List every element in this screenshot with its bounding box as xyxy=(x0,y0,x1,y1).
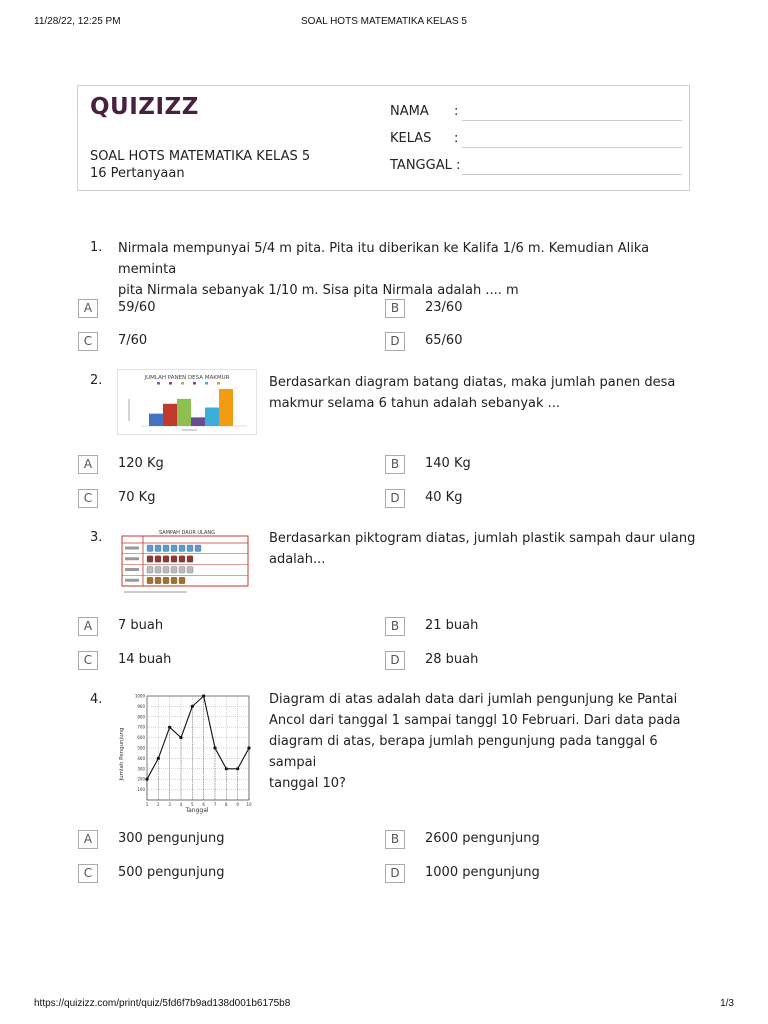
paper-icon xyxy=(163,567,169,574)
question-1-option-d[interactable] xyxy=(385,332,625,351)
class-label: KELAS xyxy=(390,131,432,146)
can-icon xyxy=(179,556,185,563)
bar-chart-title: JUMLAH PANEN DESA MAKMUR xyxy=(144,375,230,381)
line-chart-y-tick: 1000 xyxy=(134,693,145,699)
class-field xyxy=(390,131,682,149)
question-1-option-b[interactable] xyxy=(385,299,625,318)
can-icon xyxy=(155,556,161,563)
question-1-line-2: pita Nirmala sebanyak 1/10 m. Sisa pita Nirmala adalah .... m xyxy=(118,283,519,298)
option-text: 23/60 xyxy=(425,300,463,315)
option-text: 21 buah xyxy=(425,618,479,633)
bar-6 xyxy=(219,389,233,426)
line-chart-y-tick: 600 xyxy=(137,735,145,741)
question-3-option-a[interactable] xyxy=(78,617,318,636)
quizizz-logo: QUIZIZZ xyxy=(90,94,199,120)
option-letter: D xyxy=(385,864,405,883)
option-letter: D xyxy=(385,489,405,508)
line-chart-y-tick: 900 xyxy=(137,703,145,709)
pictogram-row-label-3 xyxy=(125,568,139,571)
bar-1 xyxy=(149,414,163,426)
legend-swatch-5 xyxy=(205,382,208,385)
bar-3 xyxy=(177,399,191,426)
option-letter: B xyxy=(385,299,405,318)
option-text: 59/60 xyxy=(118,300,156,315)
can-icon xyxy=(171,556,177,563)
line-chart-xlabel: Tanggal xyxy=(185,807,209,814)
question-4-text xyxy=(269,689,699,794)
print-datetime: 11/28/22, 12:25 PM xyxy=(34,16,121,27)
question-3-text xyxy=(269,528,699,570)
option-letter: A xyxy=(78,617,98,636)
question-3-line-1: Berdasarkan piktogram diatas, jumlah plastik sampah daur ulang xyxy=(269,531,696,546)
question-3-number: 3. xyxy=(90,530,103,545)
option-text: 2600 pengunjung xyxy=(425,831,540,846)
date-field xyxy=(390,158,682,176)
question-2-option-c[interactable] xyxy=(78,489,318,508)
question-4-number: 4. xyxy=(90,692,103,707)
question-3-option-b[interactable] xyxy=(385,617,625,636)
question-2-option-b[interactable] xyxy=(385,455,625,474)
line-chart-x-tick: 7 xyxy=(213,802,217,807)
legend-swatch-4 xyxy=(193,382,196,385)
pictogram-row-label-4 xyxy=(125,579,139,582)
bottle-icon xyxy=(187,545,193,552)
question-4-line-1: Diagram di atas adalah data dari jumlah pengunjung ke Pantai xyxy=(269,692,678,707)
pictogram-figure xyxy=(117,527,251,597)
question-2-number: 2. xyxy=(90,373,103,388)
paper-icon xyxy=(147,567,153,574)
line-chart-y-tick: 100 xyxy=(137,787,145,793)
question-4-line-3: diagram di atas, berapa jumlah pengunjung pada tanggal 6 sampai xyxy=(269,734,658,770)
print-title: SOAL HOTS MATEMATIKA KELAS 5 xyxy=(301,16,467,27)
option-text: 500 pengunjung xyxy=(118,865,225,880)
box-icon xyxy=(155,577,161,584)
legend-swatch-1 xyxy=(157,382,160,385)
question-2-option-d[interactable] xyxy=(385,489,625,508)
question-3-option-c[interactable] xyxy=(78,651,318,670)
option-letter: C xyxy=(78,651,98,670)
box-icon xyxy=(171,577,177,584)
bottle-icon xyxy=(195,545,201,552)
question-1-number: 1. xyxy=(90,240,103,255)
pictogram-title: SAMPAH DAUR ULANG xyxy=(159,530,215,536)
option-letter: B xyxy=(385,455,405,474)
box-icon xyxy=(179,577,185,584)
option-letter: B xyxy=(385,830,405,849)
line-chart-ylabel: Jumlah Pengunjung xyxy=(119,727,125,781)
class-colon: : xyxy=(454,131,459,146)
line-chart-y-tick: 300 xyxy=(137,766,145,772)
print-header xyxy=(34,16,734,30)
question-4-option-c[interactable] xyxy=(78,864,318,883)
question-4-option-d[interactable] xyxy=(385,864,625,883)
question-4-line-2: Ancol dari tanggal 1 sampai tanggl 10 Februari. Dari data pada xyxy=(269,713,681,728)
paper-icon xyxy=(187,567,193,574)
name-line xyxy=(462,120,682,121)
line-chart-x-tick: 6 xyxy=(202,802,205,807)
bottle-icon xyxy=(155,545,161,552)
line-chart-x-tick: 9 xyxy=(236,802,239,807)
line-chart-figure xyxy=(117,690,257,816)
line-chart-x-tick: 1 xyxy=(145,802,149,807)
bar-2 xyxy=(163,404,177,426)
bar-4 xyxy=(191,417,205,426)
line-chart-y-ticks xyxy=(135,694,146,793)
option-letter: D xyxy=(385,651,405,670)
line-chart-x-tick: 10 xyxy=(246,802,252,807)
bar-chart-svg xyxy=(117,369,257,435)
option-letter: C xyxy=(78,864,98,883)
line-chart-x-tick: 8 xyxy=(225,802,228,807)
line-chart-y-tick: 700 xyxy=(137,724,145,730)
print-url[interactable]: https://quizizz.com/print/quiz/5fd6f7b9ad138d001b6175b8 xyxy=(34,998,291,1009)
pictogram-row-label-2 xyxy=(125,557,139,560)
question-4-option-a[interactable] xyxy=(78,830,318,849)
date-line xyxy=(462,174,682,175)
pictogram-svg xyxy=(117,527,251,597)
line-chart-y-tick: 800 xyxy=(137,714,145,720)
option-text: 28 buah xyxy=(425,652,479,667)
option-text: 1000 pengunjung xyxy=(425,865,540,880)
question-3-line-2: adalah... xyxy=(269,552,326,567)
question-2-line-1: Berdasarkan diagram batang diatas, maka jumlah panen desa xyxy=(269,375,676,390)
question-4-option-b[interactable] xyxy=(385,830,625,849)
option-text: 14 buah xyxy=(118,652,172,667)
question-2-line-2: makmur selama 6 tahun adalah sebanyak ... xyxy=(269,396,561,411)
question-2-option-a[interactable] xyxy=(78,455,318,474)
option-text: 140 Kg xyxy=(425,456,471,471)
option-text: 7/60 xyxy=(118,333,148,348)
question-2-text xyxy=(269,372,699,414)
can-icon xyxy=(147,556,153,563)
option-letter: C xyxy=(78,489,98,508)
print-footer xyxy=(34,998,734,1012)
option-text: 300 pengunjung xyxy=(118,831,225,846)
bottle-icon xyxy=(163,545,169,552)
option-letter: B xyxy=(385,617,405,636)
bottle-icon xyxy=(179,545,185,552)
bar-5 xyxy=(205,408,219,427)
name-label: NAMA xyxy=(390,104,429,119)
line-chart-x-tick: 4 xyxy=(179,802,183,807)
page-number: 1/3 xyxy=(720,998,734,1009)
question-1-option-a[interactable] xyxy=(78,299,318,318)
quiz-title: SOAL HOTS MATEMATIKA KELAS 5 xyxy=(90,149,311,164)
class-line xyxy=(462,147,682,148)
pictogram-row-label-1 xyxy=(125,547,139,550)
question-1-option-c[interactable] xyxy=(78,332,318,351)
option-letter: C xyxy=(78,332,98,351)
box-icon xyxy=(147,577,153,584)
paper-icon xyxy=(155,567,161,574)
legend-swatch-2 xyxy=(169,382,172,385)
option-text: 120 Kg xyxy=(118,456,164,471)
option-letter: A xyxy=(78,299,98,318)
option-letter: D xyxy=(385,332,405,351)
option-text: 7 buah xyxy=(118,618,164,633)
line-chart-x-tick: 3 xyxy=(168,802,171,807)
legend-swatch-3 xyxy=(181,382,184,385)
bottle-icon xyxy=(171,545,177,552)
line-chart-y-tick: 400 xyxy=(137,755,145,761)
line-chart-x-tick: 2 xyxy=(157,802,160,807)
name-field xyxy=(390,104,682,122)
date-label: TANGGAL : xyxy=(390,158,461,173)
box-icon xyxy=(163,577,169,584)
name-colon: : xyxy=(454,104,459,119)
option-text: 40 Kg xyxy=(425,490,463,505)
paper-icon xyxy=(171,567,177,574)
line-chart-x-tick: 5 xyxy=(191,802,194,807)
legend-swatch-6 xyxy=(217,382,220,385)
can-icon xyxy=(187,556,193,563)
bar-chart-figure xyxy=(117,369,257,435)
option-text: 65/60 xyxy=(425,333,463,348)
paper-icon xyxy=(179,567,185,574)
option-letter: A xyxy=(78,830,98,849)
question-1-line-1: Nirmala mempunyai 5/4 m pita. Pita itu diberikan ke Kalifa 1/6 m. Kemudian Alika meminta xyxy=(118,241,650,277)
bottle-icon xyxy=(147,545,153,552)
quiz-header-box xyxy=(77,85,690,191)
line-chart-svg xyxy=(117,690,257,816)
question-count: 16 Pertanyaan xyxy=(90,166,185,181)
can-icon xyxy=(163,556,169,563)
option-letter: A xyxy=(78,455,98,474)
option-text: 70 Kg xyxy=(118,490,156,505)
question-3-option-d[interactable] xyxy=(385,651,625,670)
question-4-line-4: tanggal 10? xyxy=(269,776,346,791)
question-1-text xyxy=(118,238,698,301)
line-chart-y-tick: 500 xyxy=(137,745,145,751)
line-chart-points xyxy=(145,694,250,800)
line-chart-y-tick: 200 xyxy=(137,776,145,782)
